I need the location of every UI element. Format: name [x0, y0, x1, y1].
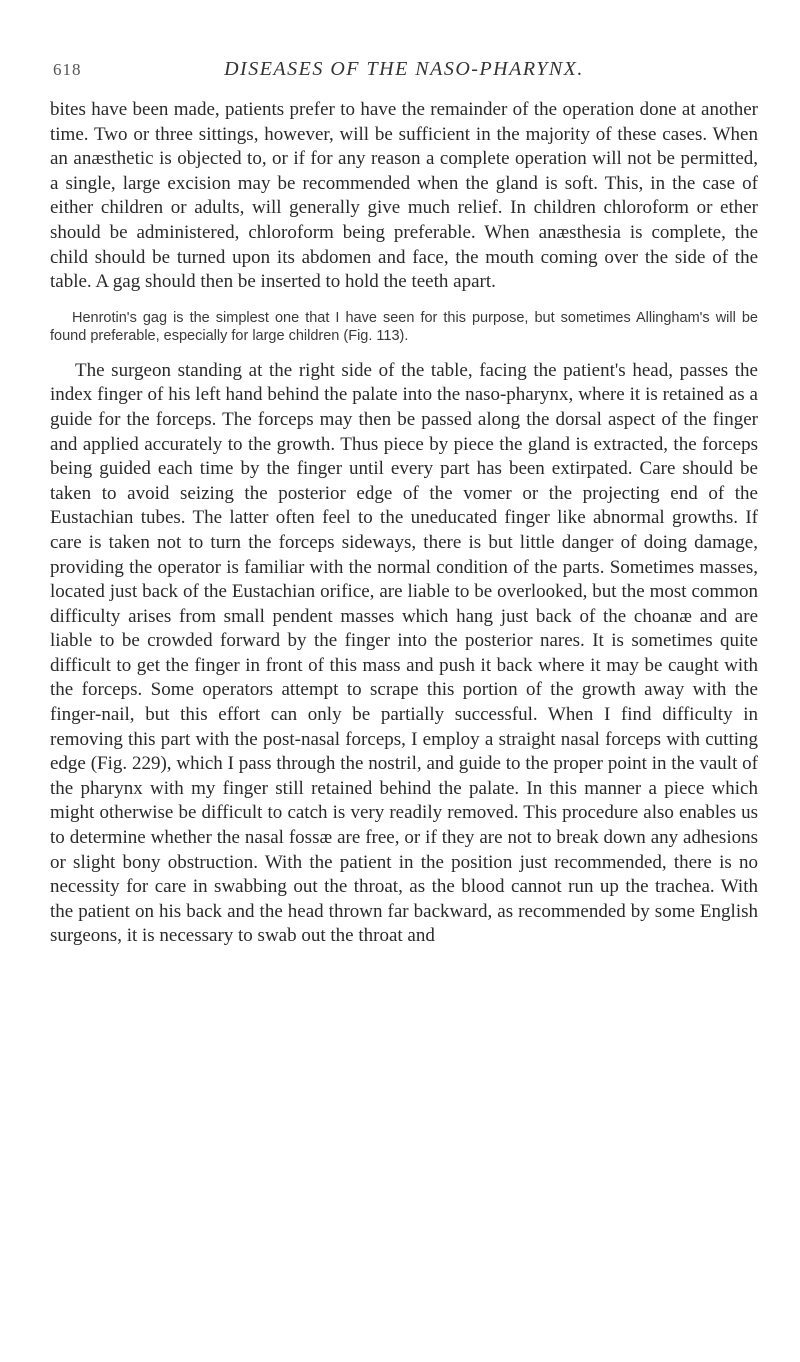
- book-page: [50, 58, 758, 949]
- paragraph-continuation: bites have been made, patients prefer to have the remainder of the operation done at another time. Two or three sittings, however, will be sufficient in the majority of these cases. When an anæsthetic is objected to, or if for any reason a complete operation will not be permitted, a single, large excision may be recommended when the gland is soft. This, in the case of either children or adults, will generally give much relief. In children chloroform or ether should be administered, chloroform being preferable. When anæsthesia is complete, the child should be turned upon its abdomen and face, the mouth coming over the side of the table. A gag should then be inserted to hold the teeth apart.: [50, 99, 758, 293]
- page-number: 618: [53, 60, 82, 79]
- paragraph-procedure: The surgeon standing at the right side of the table, facing the patient's head, passes the index finger of his left hand behind the palate into the naso-pharynx, where it is retained as a guide for the forceps. The forceps may then be passed along the dorsal aspect of the finger and applied accurately to the growth. Thus piece by piece the gland is extracted, the forceps being guided each time by the finger until every part has been extirpated. Care should be taken to avoid seizing the posterior edge of the vomer or the projecting end of the Eustachian tubes. The latter often feel to the uneducated finger like abnormal growths. If care is taken not to turn the forceps sideways, there is but little danger of doing damage, providing the operator is familiar with the normal condition of the parts. Sometimes masses, located just back of the Eustachian orifice, are liable to be overlooked, but the most common difficulty arises from small pendent masses which hang just back of the choanæ and are liable to be crowded forward by the finger into the posterior nares. It is sometimes quite difficult to get the finger in front of this mass and push it back where it may be caught with the forceps. Some operators attempt to scrape this portion of the growth away with the finger-nail, but this effort can only be partially successful. When I find difficulty in removing this part with the post-nasal forceps, I employ a straight nasal forceps with cutting edge (Fig. 229), which I pass through the nostril, and guide to the proper point in the vault of the pharynx with my finger still retained behind the palate. In this manner a piece which might otherwise be difficult to catch is very readily removed. This procedure also enables us to determine whether the nasal fossæ are free, or if they are not to break down any adhesions or slight bony obstruction. With the patient in the position just recommended, there is no necessity for care in swabbing out the throat, as the blood cannot run up the trachea. With the patient on his back and the head thrown far backward, as recommended by some English surgeons, it is necessary to swab out the throat and: [50, 359, 758, 947]
- footnote-paragraph: Henrotin's gag is the simplest one that I have seen for this purpose, but sometimes Allingham's will be found preferable, especially for large children (Fig. 113).: [50, 309, 758, 344]
- page-header: [50, 58, 758, 88]
- running-head: DISEASES OF THE NASO-PHARYNX.: [224, 58, 584, 80]
